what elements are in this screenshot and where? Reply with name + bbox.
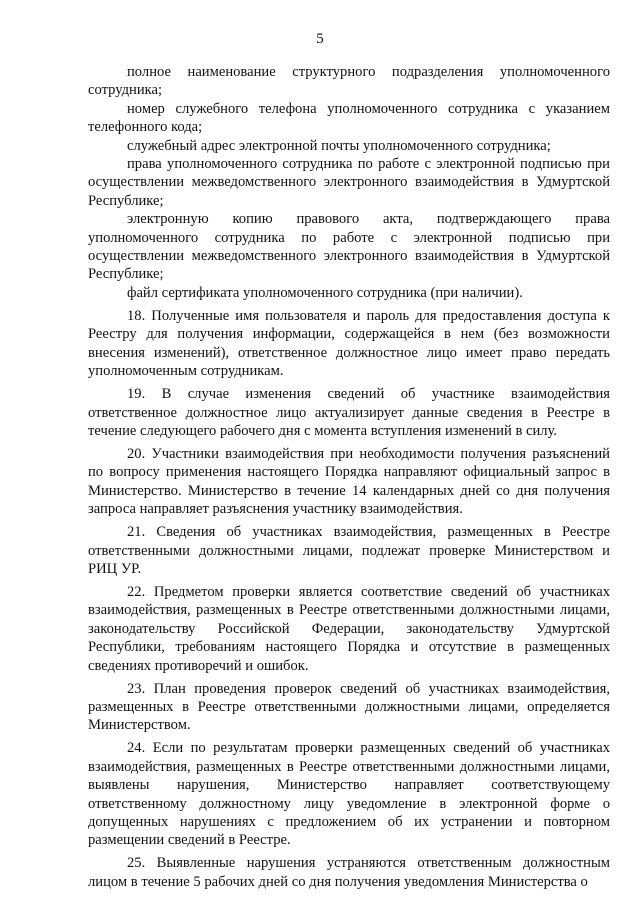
paragraph-item-25: 25. Выявленные нарушения устраняются ответственным должностным лицом в течение 5 рабочих дней со дня получения уведомления Министерства о bbox=[88, 855, 610, 890]
paragraph-item-24: 24. Если по результатам проверки размещенных сведений об участниках взаимодействия, размещенных в Реестре ответственными должностными лицами, выявлены нарушения, Министерство направляет соответствующему ответственному должностному лицу уведомление в электронной форме о допущенных нарушениях с предложением об их устранении и повторном размещении сведений в Реестре. bbox=[88, 740, 610, 849]
document-body bbox=[88, 63, 610, 891]
paragraph-item-20: 20. Участники взаимодействия при необходимости получения разъяснений по вопросу применения настоящего Порядка направляют официальный запрос в Министерство. Министерство в течение 14 календарных дней со дня получения запроса направляет разъяснения участнику взаимодействия. bbox=[88, 445, 610, 518]
paragraph: номер служебного телефона уполномоченного сотрудника с указанием телефонного кода; bbox=[88, 100, 610, 136]
paragraph-item-19: 19. В случае изменения сведений об участнике взаимодействия ответственное должностное лицо актуализирует данные сведения в Реестре в течение следующего рабочего дня с момента вступления изменений в силу. bbox=[88, 386, 610, 439]
paragraph-item-18: 18. Полученные имя пользователя и пароль для предоставления доступа к Реестру для получения информации, содержащейся в нем (без возможности внесения изменений), ответственное должностное лицо имеет право передать уполномоченным сотрудникам. bbox=[88, 307, 610, 380]
paragraph-item-21: 21. Сведения об участниках взаимодействия, размещенных в Реестре ответственными должностными лицами, подлежат проверке Министерством и РИЦ УР. bbox=[88, 524, 610, 577]
paragraph: служебный адрес электронной почты уполномоченного сотрудника; bbox=[127, 137, 551, 154]
paragraph: электронную копию правового акта, подтверждающего права уполномоченного сотрудника по работе с электронной подписью при осуществлении межведомственного электронного взаимодействия в Удмуртской Республике; bbox=[88, 211, 610, 283]
paragraph: файл сертификата уполномоченного сотрудника (при наличии). bbox=[127, 284, 523, 301]
paragraph: полное наименование структурного подразделения уполномоченного сотрудника; bbox=[88, 64, 610, 99]
paragraph-item-22: 22. Предметом проверки является соответствие сведений об участниках взаимодействия, размещенных в Реестре ответственными должностными лицами, законодательству Российской Федерации, законодательству Удмуртской Республики, требованиям настоящего Порядка и отсутствие в размещенных сведениях противоречий и ошибок. bbox=[88, 583, 610, 674]
page-number: 5 bbox=[316, 31, 324, 47]
paragraph: права уполномоченного сотрудника по работе с электронной подписью при осуществлении межведомственного электронного взаимодействия в Удмуртской Республике; bbox=[88, 156, 610, 209]
paragraph-item-23: 23. План проведения проверок сведений об участниках взаимодействия, размещенных в Реестре ответственными должностными лицами, определяется Министерством. bbox=[88, 680, 610, 734]
